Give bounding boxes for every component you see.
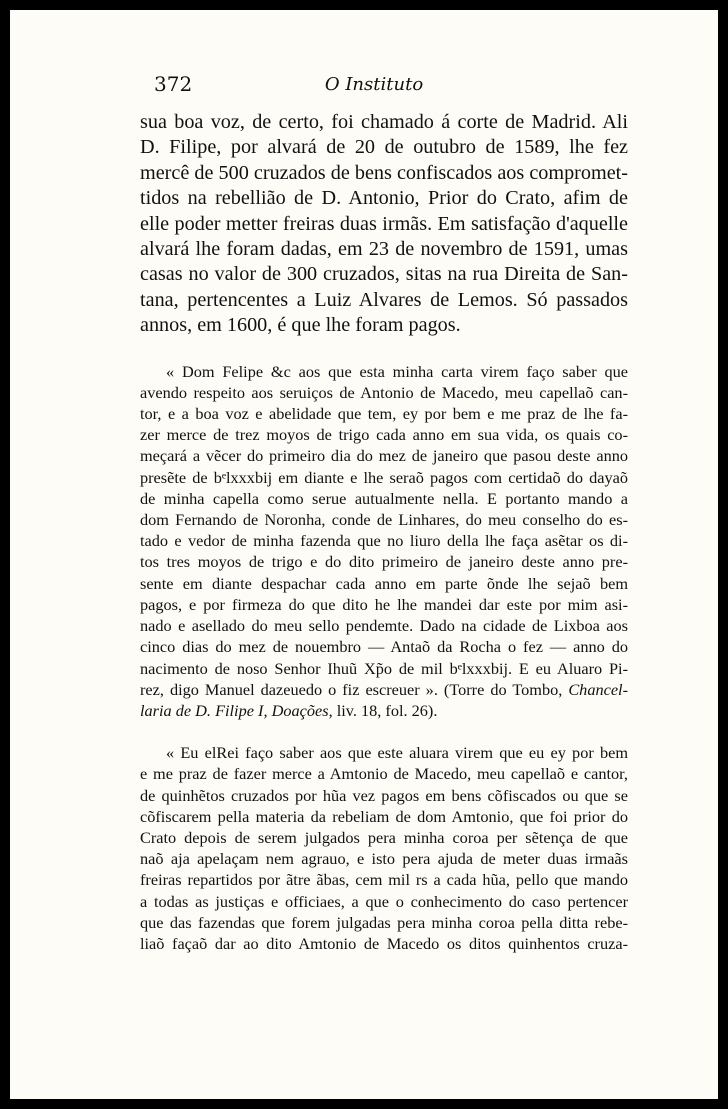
text-line: elle poder metter freiras duas irmãs. Em satisfação d'aquelle bbox=[140, 212, 628, 235]
quote-line: sente em diante despachar cada anno em parte õnde lhe sejaõ bem bbox=[140, 573, 628, 593]
quote-line: zer merce de trez moyos de trigo cada anno em sua vida, os quais co- bbox=[140, 425, 628, 445]
text-line: annos, em 1600, é que lhe foram pagos. bbox=[140, 314, 461, 337]
quote-line: cõfiscarem pella materia da rebeliam de dom Amtonio, que foi prior do bbox=[140, 806, 628, 826]
quote-line: avendo respeito aos seruiços de Antonio de Macedo, meu capellaõ can- bbox=[140, 382, 628, 402]
text-line: casas no valor de 300 cruzados, sitas na rua Direita de San- bbox=[140, 263, 628, 286]
quote-line: que das fazendas que forem julgadas pera minha coroa pella ditta rebe- bbox=[140, 912, 628, 932]
quote-line: liaõ façaõ dar ao dito Amtonio de Macedo os ditos quinhentos cruza- bbox=[140, 933, 628, 953]
quote-line: tado e vedor de minha fazenda que no liuro della lhe faça asẽtar os di- bbox=[140, 531, 628, 551]
quote-line: freiras repartidos por ãtre ãbas, cem mil rs a cada hũa, pello que mando bbox=[140, 870, 628, 890]
text-line: tana, pertencentes a Luiz Alvares de Lemos. Só passados bbox=[140, 288, 628, 311]
quote-line: « Dom Felipe &c aos que esta minha carta virem faço saber que bbox=[166, 361, 628, 381]
main-paragraph bbox=[140, 110, 628, 339]
source-ref: , liv. 18, fol. 26). bbox=[328, 700, 438, 720]
source-title: Chancel- bbox=[568, 679, 628, 699]
quote-alvara-elrei bbox=[140, 742, 628, 954]
text-line: mercê de 500 cruzados de bens confiscados aos compromet- bbox=[140, 161, 628, 184]
quote-line: e me praz de fazer merce a Amtonio de Macedo, meu capellaõ e cantor, bbox=[140, 764, 628, 784]
page-number: 372 bbox=[154, 72, 193, 96]
quote-carta-dom-felipe bbox=[140, 361, 628, 721]
quote-line: Crato depois de serem julgados pera minha coroa per sẽtença de que bbox=[140, 827, 628, 847]
quote-line: meçará a vẽcer do primeiro dia do mez de janeiro que pasou deste anno bbox=[140, 446, 628, 466]
quote-line: de quinhẽtos cruzados por hũa vez pagos em bens cõfiscados ou que se bbox=[140, 785, 628, 805]
text-line: sua boa voz, de certo, foi chamado á corte de Madrid. Ali bbox=[140, 111, 628, 133]
page-body bbox=[140, 110, 628, 954]
quote-line: tos tres moyos de trigo e do dito primeiro de janeiro deste anno pre- bbox=[140, 552, 628, 572]
text-line: tidos na rebellião de D. Antonio, Prior do Crato, afim de bbox=[140, 187, 628, 210]
page-header bbox=[154, 72, 594, 98]
quote-line: nado e asellado do meu sello pendemte. Dado na cidade de Lixboa aos bbox=[140, 616, 628, 636]
quote-line bbox=[140, 679, 628, 700]
quote-line: nacimento de noso Senhor Ihuũ Xp̃o de mil bᵉlxxxbij. E eu Aluaro Pi- bbox=[140, 658, 628, 678]
quote-line bbox=[140, 700, 628, 721]
quote-line: naõ aja apelaçam nem agrauo, e isto pera ajuda de meter duas irmaãs bbox=[140, 849, 628, 869]
quote-line: de minha capella como serue autualmente nella. E portanto mando a bbox=[140, 488, 628, 508]
quote-line: « Eu elRei faço saber aos que este aluara virem que eu ey por bem bbox=[166, 743, 628, 763]
quote-line: dom Fernando de Noronha, conde de Linhares, do meu conselho do es- bbox=[140, 510, 628, 530]
text-line: alvará lhe foram dadas, em 23 de novembro de 1591, umas bbox=[140, 238, 628, 261]
running-title: O Instituto bbox=[324, 74, 424, 95]
quote-line: a todas as justiças e officiaes, a que o conhecimento do caso pertencer bbox=[140, 891, 628, 911]
quote-line: tor, e a boa voz e abelidade que tem, ey por bem e me praz de lhe fa- bbox=[140, 404, 628, 424]
quote-text: rez, digo Manuel dazeuedo o fiz escreuer ». (Torre do Tombo, bbox=[140, 679, 569, 699]
quote-line: cinco dias do mez de nouembro — Antaõ da Rocha o fez — anno do bbox=[140, 637, 628, 657]
source-title: laria de D. Filipe I, Doações bbox=[140, 700, 329, 720]
text-line: D. Filipe, por alvará de 20 de outubro de 1589, lhe fez bbox=[140, 136, 628, 159]
quote-line: pagos, e por firmeza do que dito he lhe mandei dar este por mim asi- bbox=[140, 594, 628, 614]
quote-line: presẽte de bᵉlxxxbij em diante e lhe seraõ pagos com certidaõ do dayaõ bbox=[140, 467, 628, 487]
